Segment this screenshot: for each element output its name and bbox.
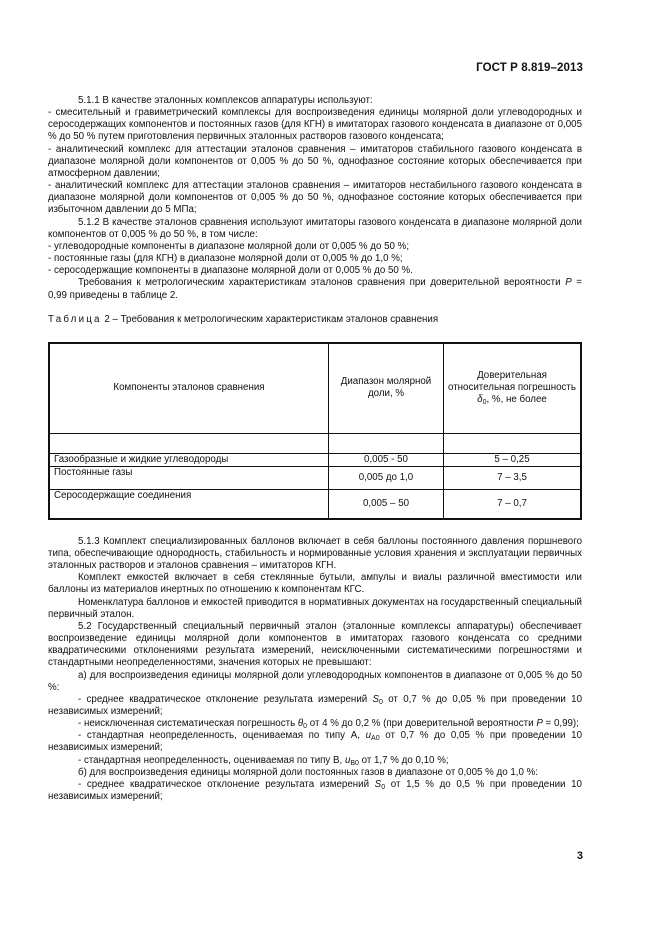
list-item: - постоянные газы (для КГН) в диапазоне молярной доли от 0,005 % до 1,0 %;	[48, 253, 403, 265]
column-header: Компоненты эталонов сравнения	[49, 343, 329, 434]
list-item: - серосодержащие компоненты в диапазоне молярной доли от 0,005 % до 50 %.	[48, 265, 413, 277]
list-item: - аналитический комплекс для аттестации эталонов сравнения – имитаторов стабильного газового конденсата в диапазоне молярной доли компонентов от 0,005 % до 50 %, однофазное состояние которых обеспечивается при атмосферном давлении;	[48, 143, 582, 179]
paragraph: 5.2 Государственный специальный первичный эталон (эталонные комплексы аппаратуры) обеспечивает воспроизведение единицы молярной доли компонентов в имитаторах газового конденсата со средними квадратическими отклонениями результата измерений, неисключенными систематическими погрешностями и стандартными неопределенностями, значения которых не превышают:	[48, 620, 582, 669]
table-row: Газообразные и жидкие углеводороды 0,005 - 50 5 – 0,25	[49, 453, 581, 466]
column-header: Диапазон молярной доли, %	[329, 343, 444, 434]
table-row: Постоянные газы 0,005 до 1,0 7 – 3,5	[49, 466, 581, 489]
paragraph: Номенклатура баллонов и емкостей приводится в нормативных документах на государственный специальный первичный эталон.	[48, 596, 582, 620]
paragraph: б) для воспроизведения единицы молярной доли постоянных газов в диапазоне от 0,005 % до 1,0 %:	[78, 766, 538, 778]
table-caption: Таблица 2 – Требования к метрологическим характеристикам эталонов сравнения	[48, 313, 439, 325]
page-body	[48, 95, 582, 803]
paragraph: 5.1.3 Комплект специализированных баллонов включает в себя баллоны постоянного давления поршневого типа, обеспечивающие однородность, стабильность и нормированные условия хранения и эксплуатации первичных эталонных растворов и эталонов сравнения – имитаторов КГН.	[48, 535, 582, 572]
list-item: - среднее квадратическое отклонение результата измерений $S_0$ от 0,7 % до 0,05 % при проведении 10 независимых измерений;	[48, 693, 582, 717]
paragraph: а) для воспроизведения единицы молярной доли углеводородных компонентов в диапазоне от 0,005 % до 50 %:	[48, 669, 582, 693]
list-item: - аналитический комплекс для аттестации эталонов сравнения – имитаторов нестабильного газового конденсата в диапазоне молярной доли компонентов от 0,005 % до 50 %, однофазное состояние которых обеспечивается при избыточном давлении до 5 МПа;	[48, 180, 582, 216]
column-header: Доверительная относительная погрешность $\delta_0$, %, не более	[444, 343, 582, 434]
list-item: - смесительный и гравиметрический комплексы для воспроизведения единицы молярной доли углеводородных и серосодержащих компонентов и постоянных газов (для КГН) в имитаторах газового конденсата в диапазоне от 0,005 % до 50 % путем приготовления первичных эталонных растворов газового конденсата;	[48, 107, 582, 143]
table-row: Серосодержащие соединения 0,005 – 50 7 – 0,7	[49, 489, 581, 519]
list-item: - среднее квадратическое отклонение результата измерений $S_0$ от 1,5 % до 0,5 % при проведении 10 независимых измерений;	[48, 778, 582, 803]
page-number: 3	[576, 850, 583, 862]
list-item: - стандартная неопределенность, оцениваемая по типу А, $u_{A0}$ от 0,7 % до 0,05 % при проведении 10 независимых измерений;	[48, 730, 582, 754]
document-code: ГОСТ Р 8.819–2013	[476, 62, 583, 74]
list-item: - стандартная неопределенность, оцениваемая по типу В, $u_{B0}$ от 1,7 % до 0,10 %;	[78, 754, 449, 767]
paragraph: 5.1.2 В качестве эталонов сравнения используют имитаторы газового конденсата в диапазоне молярной доли компонентов от 0,005 % до 50 %, в том числе:	[48, 216, 582, 240]
list-item: - неисключенная систематическая погрешность $\theta_0$ от 4 % до 0,2 % (при доверительной вероятности P = 0,99);	[78, 718, 579, 731]
list-item: - углеводородные компоненты в диапазоне молярной доли от 0,005 % до 50 %;	[48, 240, 410, 252]
requirements-table	[48, 342, 582, 520]
paragraph: 5.1.1 В качестве эталонных комплексов аппаратуры используют:	[78, 95, 373, 106]
paragraph: Комплект емкостей включает в себя стеклянные бутыли, ампулы и виалы различной вместимости или баллоны из материалов инертных по отношению к компонентам КГС.	[48, 572, 582, 596]
paragraph: Требования к метрологическим характеристикам эталонов сравнения при доверительной вероятности P = 0,99 приведены в таблице 2.	[48, 277, 583, 301]
